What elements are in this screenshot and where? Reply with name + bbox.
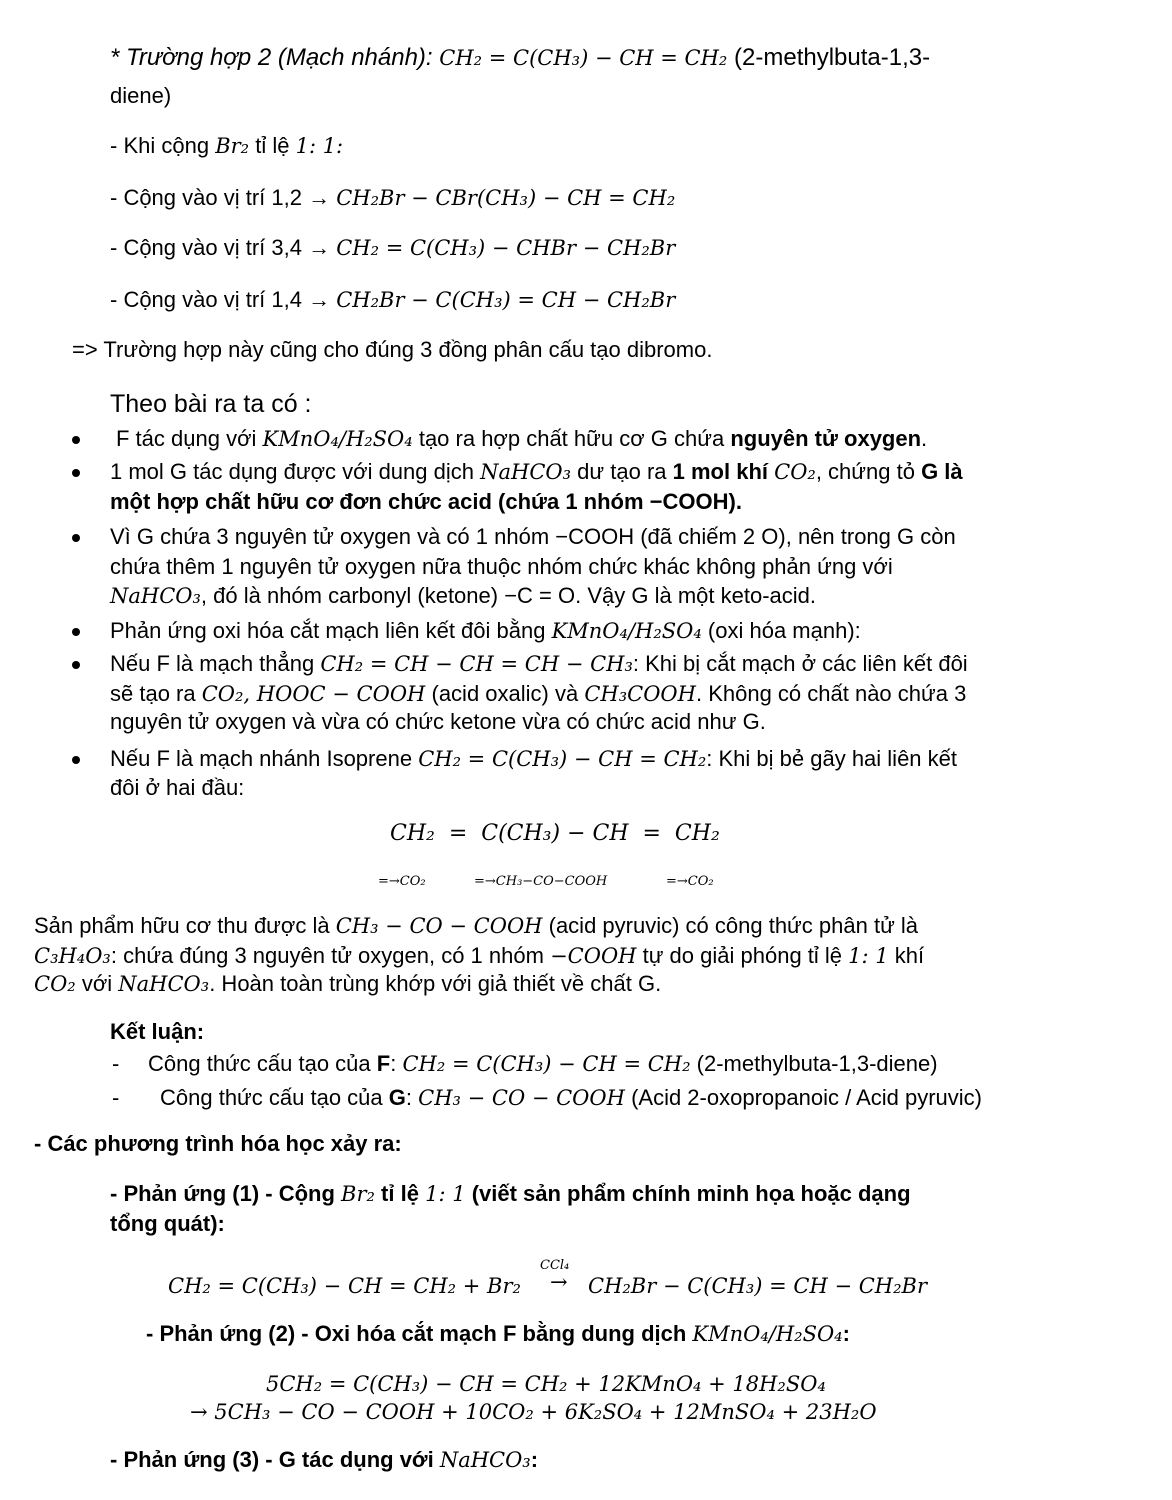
scheme-c1: =→CO₂ — [378, 874, 426, 889]
case2-heading: * Trường hợp 2 (Mạch nhánh): — [110, 44, 433, 71]
given-b6 — [110, 745, 957, 773]
bullet-icon — [72, 534, 80, 542]
conclusion-g-name: (Acid 2-oxopropanoic / Acid pyruvic) — [631, 1085, 982, 1110]
given-b2 — [110, 458, 963, 486]
b5-line2 — [110, 680, 966, 708]
product-l3 — [34, 970, 661, 998]
scheme-c3: =→CO₂ — [666, 874, 714, 889]
br-intro-text: - Khi cộng — [110, 133, 210, 158]
b2-line2: một hợp chất hữu cơ đơn chức acid (chứa 1 nhóm −COOH). — [110, 489, 742, 514]
conclusion-g-text: Công thức cấu tạo của — [160, 1085, 383, 1110]
conclusion-g-formula: CH₃ − CO − COOH — [418, 1086, 625, 1110]
b4-text: Phản ứng oxi hóa cắt mạch liên kết đôi bằng — [110, 618, 546, 643]
b1-end: . — [921, 426, 928, 451]
r1-condition: CCl₄ — [540, 1258, 570, 1273]
conclusion-f-text: Công thức cấu tạo của — [148, 1051, 371, 1076]
b5-line3: nguyên tử oxygen và vừa có chức ketone vừa có chức acid như G. — [110, 709, 766, 734]
br-conclusion: => Trường hợp này cũng cho đúng 3 đồng phân cấu tạo dibromo. — [72, 337, 713, 362]
br-14 — [110, 286, 675, 314]
b3-formula: NaHCO₃ — [110, 584, 201, 608]
r1-eq-right: CH₂Br − C(CH₃) = CH − CH₂Br — [588, 1274, 928, 1298]
b3-text: , đó là nhóm carbonyl (ketone) −C = O. Vậy G là một keto-acid. — [200, 583, 816, 608]
r2-colon: : — [842, 1321, 850, 1346]
conclusion-dash: - — [112, 1085, 120, 1110]
r2-line — [146, 1320, 850, 1348]
bullet-icon — [72, 756, 80, 764]
b2-bold: 1 mol khí — [672, 459, 768, 484]
conclusion-f: Công thức cấu tạo của F: CH₂ = C(CH₃) − CH = CH₂ (2-methylbuta-1,3-diene) — [148, 1051, 938, 1076]
product-l2-text3: khí — [894, 943, 925, 968]
r1-ratio: 1: 1 — [425, 1182, 466, 1206]
br-intro-text2: tỉ lệ — [255, 133, 290, 158]
product-l1-formula: CH₃ − CO − COOH — [335, 914, 543, 938]
case2-formula: CH₂ = C(CH₃) − CH = CH₂ — [439, 46, 728, 70]
r1-text3: (viết sản phẩm chính minh họa hoặc dạng — [471, 1181, 911, 1206]
case2-line — [110, 44, 930, 72]
bullet-icon — [72, 628, 80, 636]
b3-line1: Vì G chứa 3 nguyên tử oxygen và có 1 nhóm −COOH (đã chiếm 2 O), nên trong G còn — [110, 524, 956, 549]
br-14-formula: CH₂Br − C(CH₃) = CH − CH₂Br — [336, 288, 676, 312]
product-l3-formula: CO₂ — [34, 972, 76, 996]
b5-formula: CH₂ = CH − CH = CH − CH₃ — [320, 652, 633, 676]
r1-text2: tỉ lệ — [381, 1181, 419, 1206]
r3-line — [110, 1446, 538, 1474]
product-l2-ratio: 1: 1 — [848, 944, 889, 968]
b5-l2-text: sẽ tạo ra — [110, 681, 196, 706]
given-b5 — [110, 650, 968, 678]
b2-bold2: G là — [921, 459, 963, 484]
b5-l2-formula2: CH₃COOH — [584, 682, 696, 706]
r3-colon: : — [530, 1447, 539, 1472]
product-l1 — [34, 912, 918, 940]
b1-text2: tạo ra hợp chất hữu cơ G chứa — [418, 426, 725, 451]
br-intro-ratio: 1: 1: — [295, 134, 344, 158]
r2-formula: KMnO₄/H₂SO₄ — [692, 1322, 843, 1346]
conclusion-f-bold: F — [376, 1051, 391, 1076]
br-34-label: - Cộng vào vị trí 3,4 → — [110, 235, 331, 260]
r1-arrow: → — [550, 1270, 568, 1294]
bullet-icon — [72, 469, 80, 477]
b2-formula: NaHCO₃ — [480, 460, 572, 484]
br-12 — [110, 184, 675, 212]
b5-l2-text2: (acid oxalic) và — [431, 681, 579, 706]
conclusion-f-name: (2-methylbuta-1,3-diene) — [696, 1051, 938, 1076]
r1-eq-left: CH₂ = C(CH₃) − CH = CH₂ + Br₂ — [168, 1274, 521, 1298]
scheme-c2: =→CH₃−CO−COOH — [474, 874, 608, 889]
r2-eq2: → 5CH₃ − CO − COOH + 10CO₂ + 6K₂SO₄ + 12MnSO₄ + 23H₂O — [190, 1400, 877, 1424]
b6-formula: CH₂ = C(CH₃) − CH = CH₂ — [418, 747, 707, 771]
product-l3-text2: . Hoàn toàn trùng khớp với giả thiết về chất G. — [209, 971, 662, 996]
product-l2-text2: tự do giải phóng tỉ lệ — [642, 943, 843, 968]
conclusion-f-formula: CH₂ = C(CH₃) − CH = CH₂ — [402, 1052, 691, 1076]
product-l2-text: : chứa đúng 3 nguyên tử oxygen, có 1 nhóm — [110, 943, 544, 968]
b3-line2: chứa thêm 1 nguyên tử oxygen nữa thuộc nhóm chức khác không phản ứng với — [110, 554, 893, 579]
br-intro-formula: Br₂ — [215, 134, 250, 158]
br-34 — [110, 234, 675, 262]
bullet-icon — [72, 436, 80, 444]
b2-text: 1 mol G tác dụng được với dung dịch — [110, 459, 474, 484]
equations-title: - Các phương trình hóa học xảy ra: — [34, 1131, 402, 1156]
product-l2 — [34, 942, 924, 970]
product-l3-text: với — [81, 971, 113, 996]
b1-text: F tác dụng với — [116, 426, 257, 451]
r2-text: - Phản ứng (2) - Oxi hóa cắt mạch F bằng dung dịch — [146, 1321, 687, 1346]
conclusion-g: Công thức cấu tạo của G: CH₃ − CO − COOH (Acid 2-oxopropanoic / Acid pyruvic) — [160, 1085, 982, 1110]
bullet-icon — [72, 661, 80, 669]
product-l2-formula: C₃H₄O₃ — [34, 944, 111, 968]
br-12-label: - Cộng vào vị trí 1,2 → — [110, 185, 331, 210]
scheme-top: CH₂ = C(CH₃) − CH = CH₂ — [390, 821, 720, 846]
conclusion-dash: - — [112, 1051, 120, 1076]
br-12-formula: CH₂Br − CBr(CH₃) − CH = CH₂ — [336, 186, 676, 210]
r2-eq1: 5CH₂ = C(CH₃) − CH = CH₂ + 12KMnO₄ + 18H₂SO₄ — [266, 1372, 826, 1396]
b1-bold: nguyên tử oxygen — [730, 426, 922, 451]
r1-line1 — [110, 1180, 911, 1208]
b6-text: Nếu F là mạch nhánh Isoprene — [110, 746, 413, 771]
conclusion-title: Kết luận: — [110, 1019, 205, 1044]
case2-name-cont: diene) — [110, 83, 172, 108]
r1-line2: tổng quát): — [110, 1211, 225, 1236]
given-b4 — [110, 617, 861, 645]
b2-text3: , chứng tỏ — [815, 459, 915, 484]
product-l2-formula2: −COOH — [550, 944, 637, 968]
r1-formula: Br₂ — [341, 1182, 375, 1206]
given-b1 — [116, 425, 927, 453]
b5-l2-formula: CO₂, HOOC − COOH — [201, 682, 426, 706]
b6-text2: : Khi bị bẻ gãy hai liên kết — [706, 746, 957, 771]
b5-l2-text3: . Không có chất nào chứa 3 — [695, 681, 967, 706]
case2-name: (2-methylbuta-1,3- — [734, 44, 931, 71]
b4-text2: (oxi hóa mạnh): — [707, 618, 861, 643]
b1-formula: KMnO₄/H₂SO₄ — [262, 427, 413, 451]
given-title: Theo bài ra ta có : — [110, 390, 312, 418]
r3-formula: NaHCO₃ — [439, 1448, 531, 1472]
conclusion-g-bold: G — [388, 1085, 406, 1110]
product-l1-text2: (acid pyruvic) có công thức phân tử là — [548, 913, 919, 938]
b2-formula2: CO₂ — [774, 460, 816, 484]
b2-text2: dư tạo ra — [577, 459, 667, 484]
r3-text: - Phản ứng (3) - G tác dụng với — [110, 1447, 434, 1472]
product-l3-formula2: NaHCO₃ — [118, 972, 210, 996]
b4-formula: KMnO₄/H₂SO₄ — [551, 619, 702, 643]
product-l1-text: Sản phẩm hữu cơ thu được là — [34, 913, 330, 938]
b5-text: Nếu F là mạch thẳng — [110, 651, 315, 676]
b3-line3 — [110, 582, 816, 610]
b6-line2: đôi ở hai đầu: — [110, 775, 245, 800]
br-intro — [110, 132, 343, 160]
br-34-formula: CH₂ = C(CH₃) − CHBr − CH₂Br — [336, 236, 676, 260]
b5-text2: : Khi bị cắt mạch ở các liên kết đôi — [632, 651, 968, 676]
r1-text: - Phản ứng (1) - Cộng — [110, 1181, 335, 1206]
br-14-label: - Cộng vào vị trí 1,4 → — [110, 287, 331, 312]
